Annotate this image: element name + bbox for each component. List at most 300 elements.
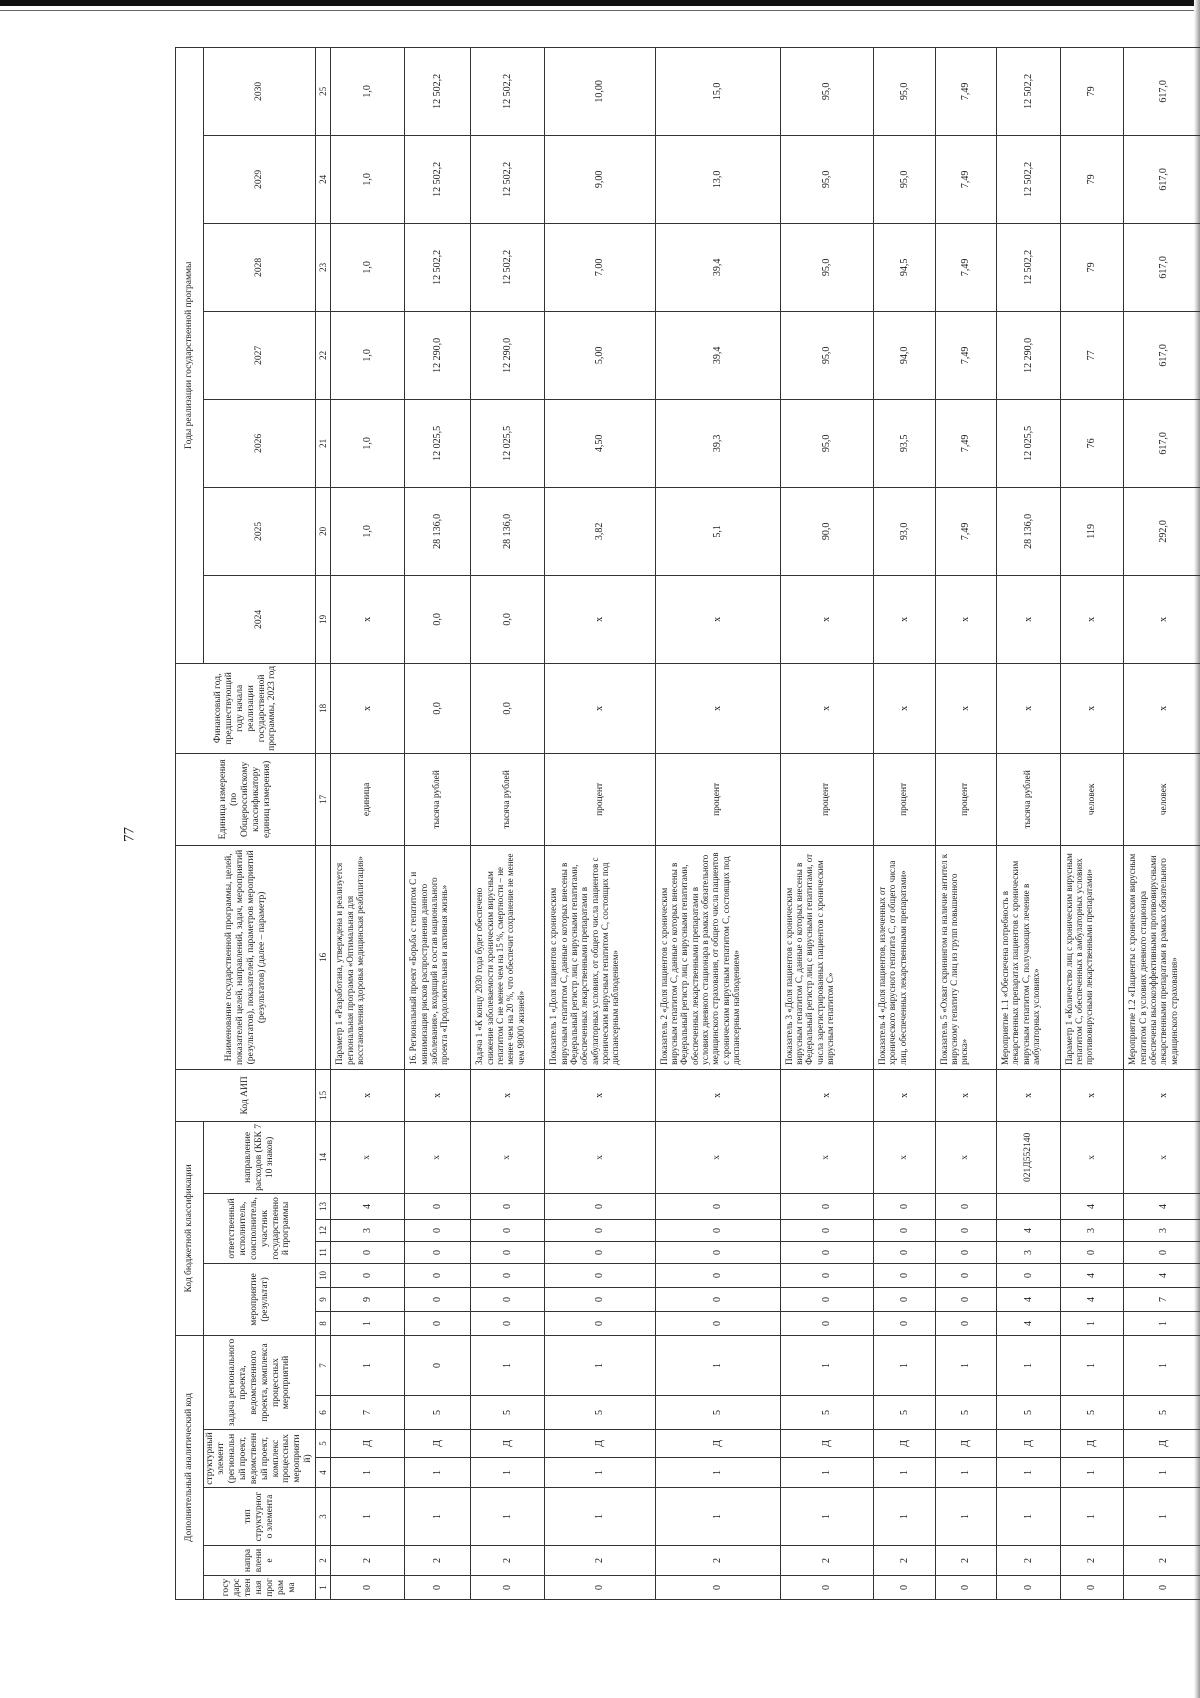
code-cell: 0 [874,1263,936,1287]
code-cell: 1 [331,1458,405,1488]
year-value-cell: 12 502,2 [405,47,471,135]
table-row [471,47,545,1599]
code-cell: 0 [405,1287,471,1311]
year-value-cell: 12 290,0 [405,311,471,399]
code-cell: 0 [405,1311,471,1335]
code-cell: 0 [935,1576,997,1600]
code-cell: 1 [997,1335,1061,1395]
fin-year-cell: x [874,663,936,753]
name-cell: Параметр 1 «Разработана, утверждена и реализуется региональная программа «Оптимальная для восстановления здоровья медицинская реабилитация» [331,845,405,1069]
code-cell: 0 [405,1263,471,1287]
code-cell: Д [874,1430,936,1458]
column-number: 12 [316,1219,331,1241]
code-cell: 0 [655,1263,780,1287]
table-row [655,47,780,1599]
header-year-2025: 2025 [204,487,316,575]
table-row [1060,47,1124,1599]
code-cell: 1 [1060,1488,1124,1546]
code-cell: 1 [997,1488,1061,1546]
fin-year-cell: x [655,663,780,753]
code-cell: 7 [331,1396,405,1430]
code-cell: 1 [780,1335,873,1395]
code-cell: 2 [935,1546,997,1576]
code-cell: Д [545,1430,655,1458]
year-value-cell: 93,0 [874,487,936,575]
aip-cell: x [1060,1069,1124,1121]
year-value-cell: 12 502,2 [997,223,1061,311]
code-cell: Д [997,1430,1061,1458]
code-cell: 5 [1124,1396,1200,1430]
code-cell: 0 [780,1311,873,1335]
year-value-cell: 28 136,0 [405,487,471,575]
year-value-cell: 28 136,0 [471,487,545,575]
table-row [545,47,655,1599]
year-value-cell: 1,0 [331,311,405,399]
code-cell: 1 [545,1488,655,1546]
unit-cell: тысяча рублей [997,753,1061,845]
code-cell: 1 [1060,1311,1124,1335]
code-cell: 0 [471,1193,545,1219]
code-cell: 3 [997,1241,1061,1263]
year-value-cell: 1,0 [331,399,405,487]
code-cell: 0 [935,1287,997,1311]
year-value-cell: 94,5 [874,223,936,311]
fin-year-cell: x [1124,663,1200,753]
year-value-cell: 617,0 [1124,47,1200,135]
year-value-cell: 617,0 [1124,399,1200,487]
kbk-cell: x [780,1121,873,1193]
header-gp: государственная программа [204,1576,316,1600]
code-cell: 1 [331,1488,405,1546]
code-cell: 2 [545,1546,655,1576]
column-number: 1 [316,1576,331,1600]
column-number-row [316,47,331,1599]
column-number: 19 [316,575,331,663]
year-value-cell: 9,00 [545,135,655,223]
year-value-cell: 0,0 [471,575,545,663]
code-cell: 0 [405,1335,471,1395]
code-cell: 5 [997,1396,1061,1430]
year-value-cell: 12 502,2 [405,135,471,223]
aip-cell: x [874,1069,936,1121]
rotated-page [175,73,1200,1600]
header-years-group: Годы реализации государственной программы [176,47,204,663]
code-cell: 2 [1124,1546,1200,1576]
name-cell: Показатель 3 «Доля пациентов с хроническим вирусным гепатитом С, данные о которых внесены в Федеральный регистр лиц с вирусными гепатитами, от числа зарегистрированных пациентов с хроническим вирусным гепатитом С» [780,845,873,1069]
name-cell: Показатель 2 «Доля пациентов с хроническим вирусным гепатитом С, данные о которых внесены в Федеральный регистр лиц с вирусными гепатитами, обеспеченных лекарственными препаратами в условиях дневного стационара в рамках обязательного медицинского страхования, от общего числа пациентов с хроническим вирусным гепатитом С, состоящих под диспансерным наблюдением» [655,845,780,1069]
code-cell: 0 [405,1241,471,1263]
code-cell: 1 [471,1488,545,1546]
table-row [780,47,873,1599]
name-cell: Показатель 4 «Доля пациентов, излеченных от хронического вирусного гепатита С, от общего числа лиц, обеспеченных лекарственными препаратами» [874,845,936,1069]
code-cell: 4 [1060,1193,1124,1219]
year-value-cell: 95,0 [874,47,936,135]
column-number: 7 [316,1335,331,1395]
code-cell: 1 [874,1488,936,1546]
column-number: 10 [316,1263,331,1287]
fin-year-cell: 0,0 [471,663,545,753]
code-cell: 0 [935,1219,997,1241]
kbk-cell: x [405,1121,471,1193]
year-value-cell: 12 290,0 [997,311,1061,399]
year-value-cell: 119 [1060,487,1124,575]
header-name: Наименование государственной программы, целей, показателей целей, направлений, задач, мероприятий (результатов), показателей, параметров мероприятий (результатов) (далее – параметр) [176,845,316,1069]
unit-cell: единица [331,753,405,845]
code-cell: 1 [935,1488,997,1546]
unit-cell: процент [874,753,936,845]
column-number: 21 [316,399,331,487]
year-value-cell: 12 502,2 [471,223,545,311]
code-cell: 1 [1124,1335,1200,1395]
year-value-cell: 39,4 [655,311,780,399]
code-cell: 4 [331,1193,405,1219]
code-cell: 0 [874,1576,936,1600]
kbk-cell: x [935,1121,997,1193]
year-value-cell: 95,0 [780,311,873,399]
code-cell: 0 [405,1193,471,1219]
code-cell: 5 [405,1396,471,1430]
year-value-cell: 79 [1060,135,1124,223]
year-value-cell: 617,0 [1124,135,1200,223]
code-cell: 1 [935,1458,997,1488]
code-cell: 0 [331,1263,405,1287]
year-value-cell: 5,00 [545,311,655,399]
code-cell: 1 [997,1458,1061,1488]
header-year-2026: 2026 [204,399,316,487]
code-cell: 3 [1124,1219,1200,1241]
kbk-cell: 021Д552140 [997,1121,1061,1193]
code-cell: Д [471,1430,545,1458]
code-cell: 0 [874,1193,936,1219]
table-row [874,47,936,1599]
code-cell: 1 [655,1488,780,1546]
code-cell: 0 [545,1263,655,1287]
kbk-cell: x [655,1121,780,1193]
table-row [405,47,471,1599]
year-value-cell: 5,1 [655,487,780,575]
code-cell: 0 [655,1287,780,1311]
name-cell: Мероприятие 1.2 «Пациенты с хроническим вирусным гепатитом С в условиях дневного стационара обеспечены высокоэффективными противовирусными лекарственными препаратами в рамках обязательного медицинского страхования» [1124,845,1200,1069]
code-cell: 1 [405,1488,471,1546]
year-value-cell: 12 290,0 [471,311,545,399]
code-cell: 0 [935,1241,997,1263]
aip-cell: x [331,1069,405,1121]
year-value-cell: 7,49 [935,487,997,575]
unit-cell: человек [1124,753,1200,845]
year-value-cell: 617,0 [1124,223,1200,311]
year-value-cell: 28 136,0 [997,487,1061,575]
year-value-cell: 15,0 [655,47,780,135]
code-cell: 0 [780,1193,873,1219]
code-cell: 1 [1060,1335,1124,1395]
code-cell: 1 [780,1488,873,1546]
code-cell: 0 [874,1241,936,1263]
code-cell: 1 [405,1458,471,1488]
year-value-cell: 1,0 [331,47,405,135]
code-cell: 0 [780,1263,873,1287]
code-cell: 0 [331,1241,405,1263]
header-struct-type: тип структурного элемента [204,1488,316,1546]
code-cell: 5 [780,1396,873,1430]
year-value-cell: x [1060,575,1124,663]
year-value-cell: 7,49 [935,223,997,311]
year-value-cell: 95,0 [874,135,936,223]
code-cell: 0 [545,1219,655,1241]
year-value-cell: 7,49 [935,47,997,135]
year-value-cell: 12 025,5 [405,399,471,487]
header-expenses: направление расходов (КБК 7 10 знаков) [204,1121,316,1193]
code-cell: 2 [655,1546,780,1576]
code-cell: 5 [935,1396,997,1430]
code-cell: 5 [471,1396,545,1430]
code-cell: 4 [1060,1287,1124,1311]
header-group-analytic-code: Дополнительный аналитический код [176,1335,204,1599]
code-cell: 4 [1124,1193,1200,1219]
table-row [997,47,1061,1599]
year-value-cell: x [780,575,873,663]
code-cell: 0 [545,1311,655,1335]
code-cell: 1 [545,1458,655,1488]
code-cell [997,1193,1061,1219]
code-cell: 2 [1060,1546,1124,1576]
fin-year-cell: 0,0 [405,663,471,753]
year-value-cell: 4,50 [545,399,655,487]
code-cell: Д [405,1430,471,1458]
code-cell: 2 [471,1546,545,1576]
header-year-2028: 2028 [204,223,316,311]
code-cell: 0 [471,1576,545,1600]
year-value-cell: 3,82 [545,487,655,575]
table-row [935,47,997,1599]
column-number: 6 [316,1396,331,1430]
code-cell: 2 [405,1546,471,1576]
code-cell: 3 [331,1219,405,1241]
year-value-cell: 0,0 [405,575,471,663]
code-cell: 0 [405,1219,471,1241]
aip-cell: x [780,1069,873,1121]
year-value-cell: x [331,575,405,663]
code-cell: 4 [997,1311,1061,1335]
code-cell: 0 [874,1311,936,1335]
code-cell: 0 [655,1311,780,1335]
code-cell: 0 [1124,1576,1200,1600]
column-number: 15 [316,1069,331,1121]
year-value-cell: 90,0 [780,487,873,575]
code-cell: 1 [1124,1458,1200,1488]
code-cell: 0 [471,1219,545,1241]
code-cell: Д [1124,1430,1200,1458]
year-value-cell: 617,0 [1124,311,1200,399]
fin-year-cell: x [997,663,1061,753]
year-value-cell: 77 [1060,311,1124,399]
aip-cell: x [997,1069,1061,1121]
code-cell: 0 [997,1263,1061,1287]
code-cell: 1 [1124,1311,1200,1335]
year-value-cell: 76 [1060,399,1124,487]
code-cell: 0 [545,1287,655,1311]
header-struct-element: структурный элемент (региональный проект, ведомственный проект, комплекс процессных мероприятий) [204,1430,316,1488]
code-cell: 1 [545,1335,655,1395]
code-cell: 0 [655,1241,780,1263]
code-cell: Д [655,1430,780,1458]
kbk-cell: x [1124,1121,1200,1193]
year-value-cell: x [1124,575,1200,663]
code-cell: 5 [655,1396,780,1430]
year-value-cell: x [545,575,655,663]
code-cell: 0 [471,1241,545,1263]
fin-year-cell: x [545,663,655,753]
header-group-budget-code: Код бюджетной классификации [176,1121,204,1335]
code-cell: 5 [1060,1396,1124,1430]
year-value-cell: 12 502,2 [405,223,471,311]
code-cell: 2 [331,1546,405,1576]
code-cell: 0 [997,1576,1061,1600]
code-cell: 1 [1124,1488,1200,1546]
code-cell: 0 [545,1241,655,1263]
year-value-cell: 95,0 [780,135,873,223]
column-number: 2 [316,1546,331,1576]
column-number: 23 [316,223,331,311]
header-year-2029: 2029 [204,135,316,223]
year-value-cell: 292,0 [1124,487,1200,575]
header-year-2024: 2024 [204,575,316,663]
code-cell: 1 [655,1458,780,1488]
code-cell: 0 [405,1576,471,1600]
code-cell: Д [780,1430,873,1458]
code-cell: 0 [655,1193,780,1219]
fin-year-cell: x [780,663,873,753]
kbk-cell: x [874,1121,936,1193]
year-value-cell: 1,0 [331,135,405,223]
name-cell: Показатель 1 «Доля пациентов с хроническим вирусным гепатитом С, данные о которых внесены в Федеральный регистр лиц с вирусными гепатитами, обеспеченных лекарственными препаратами в амбулаторных условиях, от общего числа пациентов с хроническим вирусным гепатитом С, состоящих под диспансерным наблюдением» [545,845,655,1069]
code-cell: 3 [1060,1219,1124,1241]
name-cell: Мероприятие 1.1 «Обеспечена потребность в лекарственных препаратах пациентов с хроническим вирусным гепатитом С, получающих лечение в амбулаторных условиях» [997,845,1061,1069]
code-cell: 0 [655,1576,780,1600]
kbk-cell: x [471,1121,545,1193]
column-number: 22 [316,311,331,399]
year-value-cell: 95,0 [780,399,873,487]
code-cell: 0 [874,1219,936,1241]
column-number: 13 [316,1193,331,1219]
code-cell: 0 [1060,1576,1124,1600]
unit-cell: тысяча рублей [471,753,545,845]
year-value-cell: 39,3 [655,399,780,487]
year-value-cell: 1,0 [331,487,405,575]
header-aip-code: Код АИП [176,1069,316,1121]
aip-cell: x [1124,1069,1200,1121]
unit-cell: тысяча рублей [405,753,471,845]
code-cell: 0 [545,1576,655,1600]
year-value-cell: 12 502,2 [471,47,545,135]
unit-cell: процент [655,753,780,845]
year-value-cell: 12 025,5 [471,399,545,487]
column-number: 18 [316,663,331,753]
column-number: 17 [316,753,331,845]
program-table [175,47,1200,1600]
year-value-cell: 7,49 [935,399,997,487]
code-cell: 0 [780,1241,873,1263]
year-value-cell: 12 502,2 [997,47,1061,135]
year-value-cell: 95,0 [780,223,873,311]
code-cell: 2 [997,1546,1061,1576]
code-cell: 0 [331,1576,405,1600]
code-cell: 1 [655,1335,780,1395]
aip-cell: x [471,1069,545,1121]
year-value-cell: 79 [1060,47,1124,135]
code-cell: 1 [874,1335,936,1395]
code-cell: 1 [331,1335,405,1395]
code-cell: 0 [780,1287,873,1311]
kbk-cell: x [1060,1121,1124,1193]
fin-year-cell: x [1060,663,1124,753]
header-unit: Единица измерения (по Общероссийскому классификатору единиц измерения) [176,753,316,845]
code-cell: 0 [1124,1241,1200,1263]
code-cell: 0 [935,1193,997,1219]
kbk-cell: x [331,1121,405,1193]
code-cell: 1 [780,1458,873,1488]
header-measure: мероприятие (результат) [204,1263,316,1335]
column-number: 4 [316,1458,331,1488]
code-cell: 9 [331,1287,405,1311]
code-cell: 0 [874,1287,936,1311]
page-number: 77 [121,827,138,842]
column-number: 8 [316,1311,331,1335]
code-cell: Д [935,1430,997,1458]
scan-top-line [0,10,1200,11]
code-cell: 5 [874,1396,936,1430]
name-cell: Параметр 1 «Количество лиц с хроническим вирусным гепатитом С, обеспеченных в амбулаторных условиях противовирусными лекарственными препаратами» [1060,845,1124,1069]
year-value-cell: 94,0 [874,311,936,399]
code-cell: Д [1060,1430,1124,1458]
year-value-cell: 39,4 [655,223,780,311]
code-cell: 4 [1060,1263,1124,1287]
year-value-cell: 1,0 [331,223,405,311]
header-year-2030: 2030 [204,47,316,135]
code-cell: 0 [655,1219,780,1241]
fin-year-cell: x [331,663,405,753]
aip-cell: x [545,1069,655,1121]
name-cell: Задача 1 «К концу 2030 года будет обеспечено снижение заболеваемости хроническим вирусным гепатитом С не менее чем на 15 %, смертности – не менее чем на 20 %, что обеспечит сохранение не менее чем 98000 жизней» [471,845,545,1069]
year-value-cell: x [997,575,1061,663]
unit-cell: человек [1060,753,1124,845]
code-cell: 0 [935,1263,997,1287]
unit-cell: процент [780,753,873,845]
code-cell: 0 [471,1263,545,1287]
aip-cell: x [405,1069,471,1121]
code-cell: 4 [997,1219,1061,1241]
column-number: 5 [316,1430,331,1458]
column-number: 20 [316,487,331,575]
year-value-cell: 13,0 [655,135,780,223]
year-value-cell: 12 502,2 [997,135,1061,223]
code-cell: 1 [471,1335,545,1395]
year-value-cell: x [935,575,997,663]
header-fin-year: Финансовый год, предшествующий году начала реализации государственной программы, 2023 год [176,663,316,753]
year-value-cell: 7,49 [935,135,997,223]
year-value-cell: 79 [1060,223,1124,311]
header-task: задача регионального проекта, ведомственного проекта, комплекса процессных мероприятий [204,1335,316,1429]
year-value-cell: 12 025,5 [997,399,1061,487]
header-executor: ответственный исполнитель, соисполнитель, участник государственной программы [204,1193,316,1263]
code-cell: 5 [545,1396,655,1430]
code-cell: 0 [935,1311,997,1335]
code-cell: 0 [780,1219,873,1241]
code-cell: 0 [471,1311,545,1335]
year-value-cell: 12 502,2 [471,135,545,223]
header-direction: направление [204,1546,316,1576]
year-value-cell: 10,00 [545,47,655,135]
code-cell: 0 [545,1193,655,1219]
